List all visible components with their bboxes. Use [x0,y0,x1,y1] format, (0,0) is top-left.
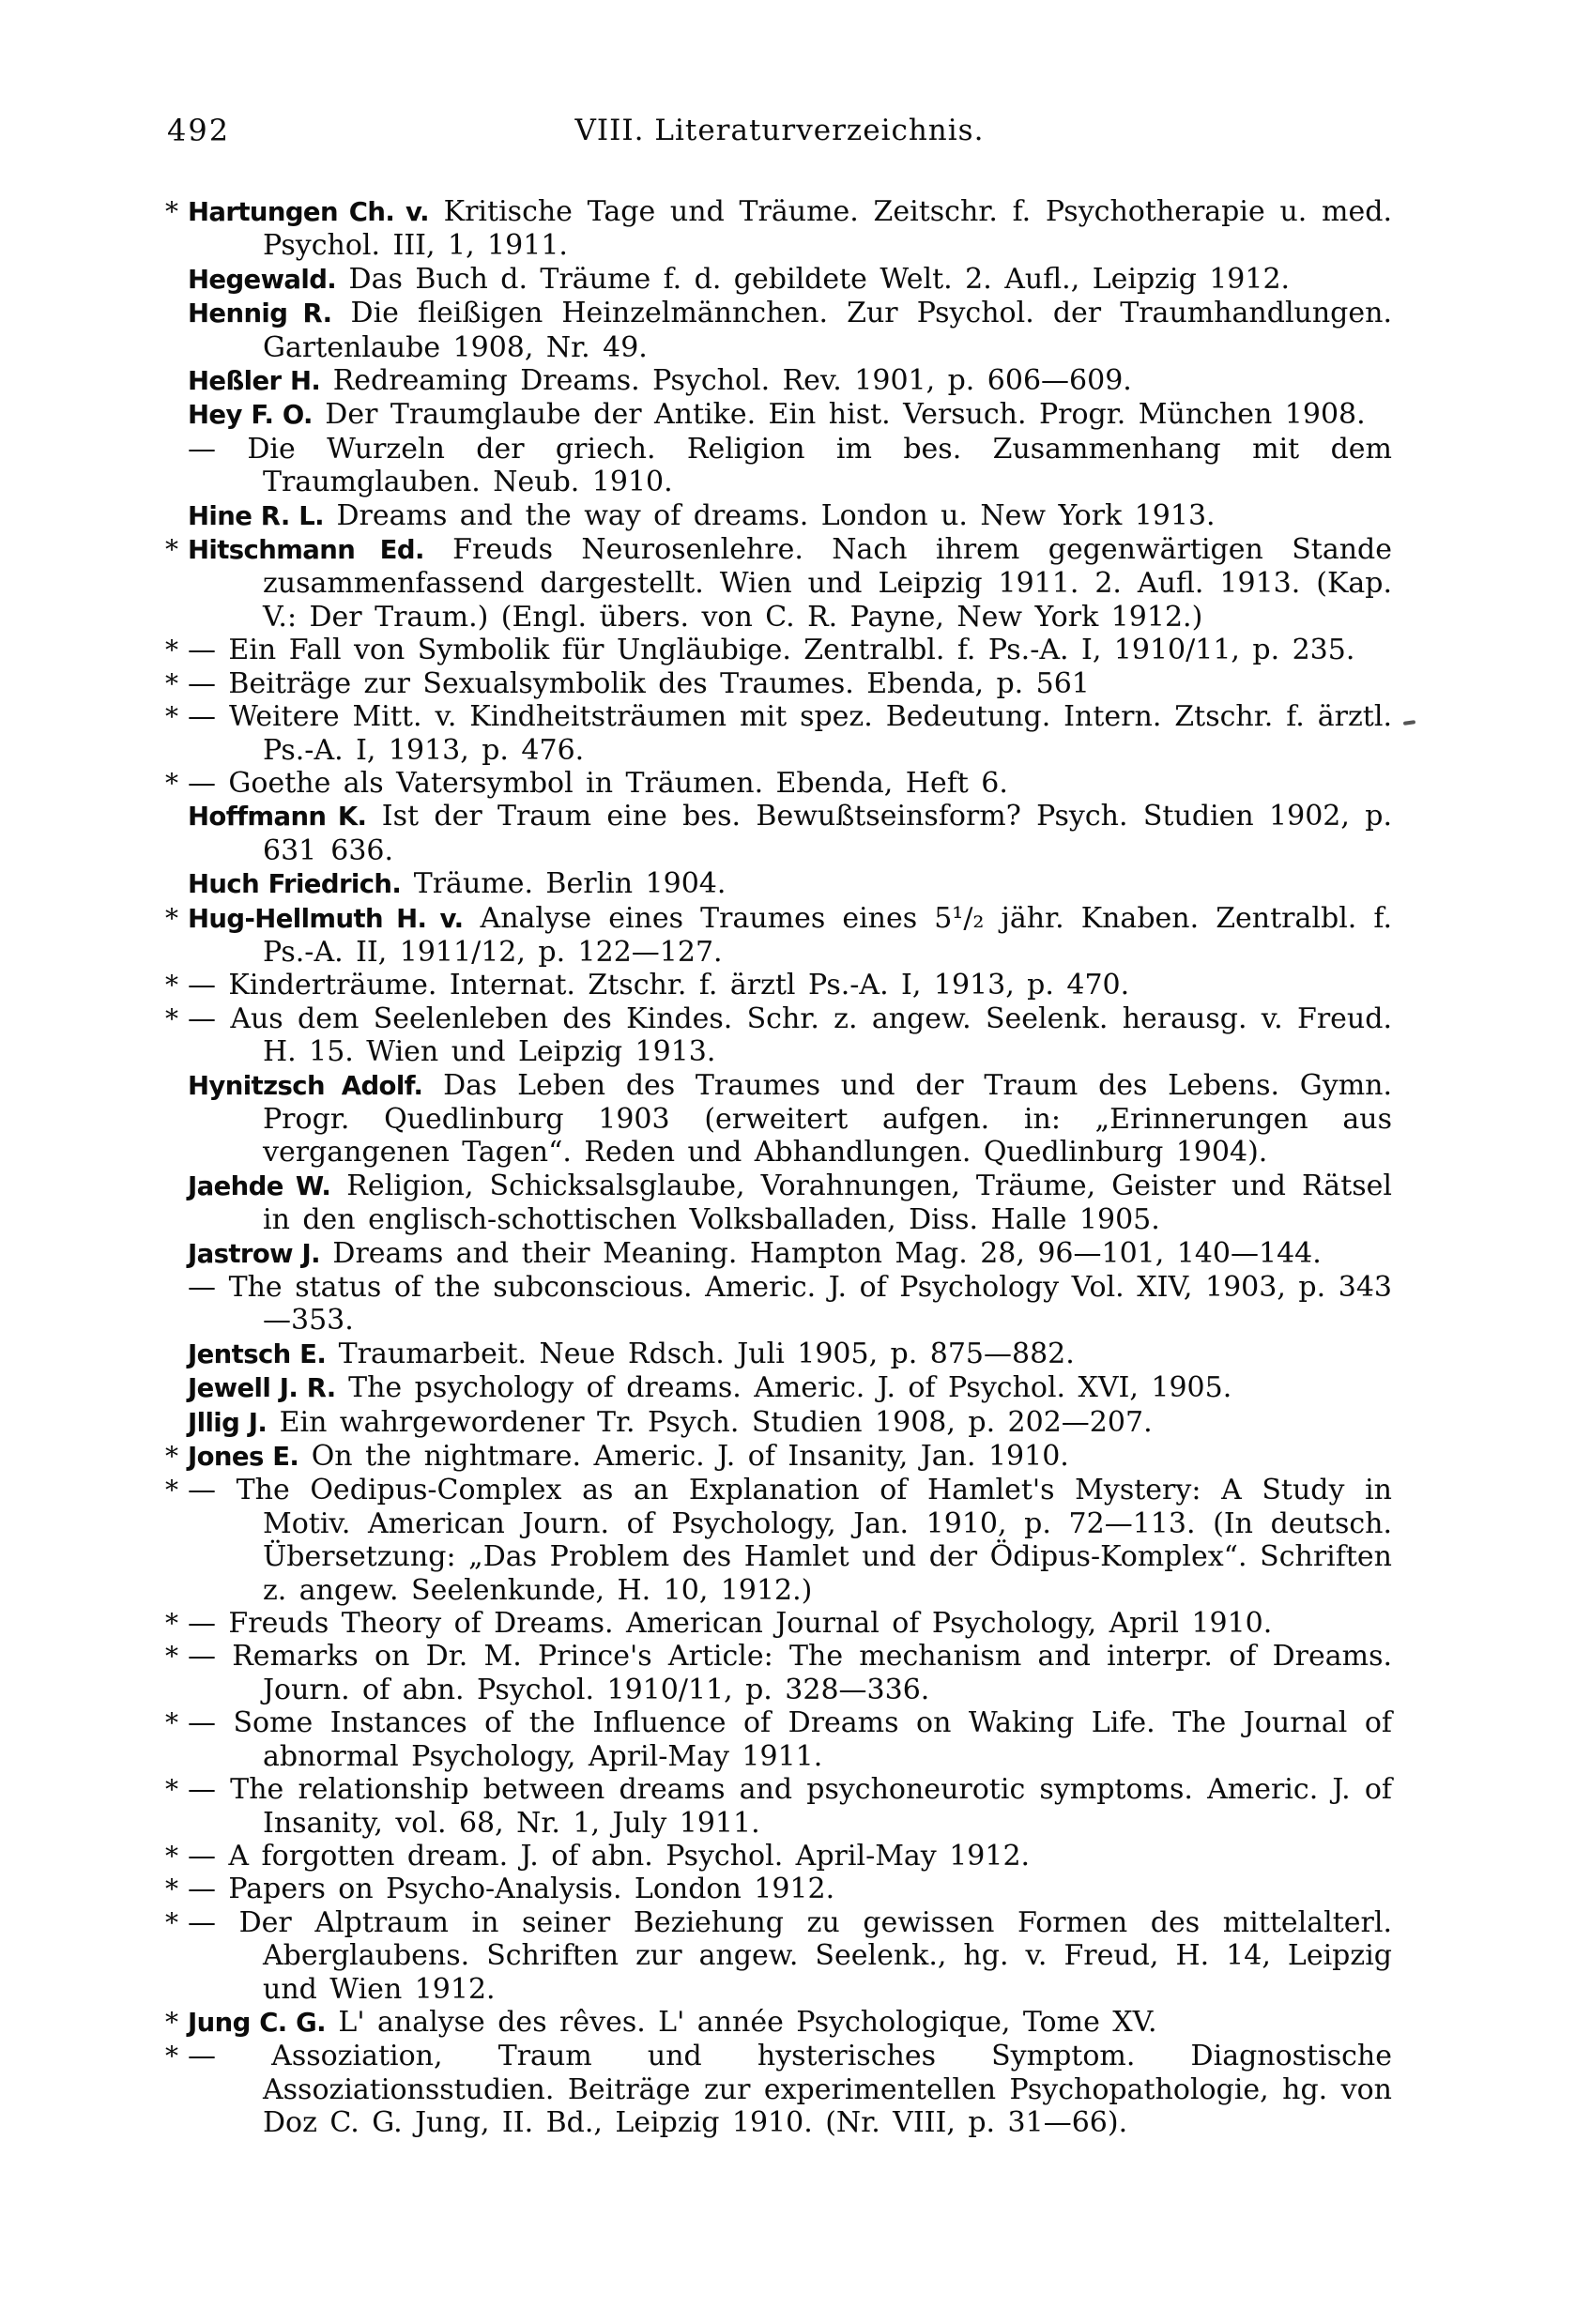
entry-text: Die Wurzeln der griech. Religion im bes. Zusammenhang mit dem Traumglauben. Neub. 1910. [216,432,1392,499]
entry-text: Weitere Mitt. v. Kindheitsträumen mit spez. Bedeutung. Intern. Ztschr. f. ärztl. Ps.-A. I, 1913, p. 476. [216,700,1392,767]
page-number: 492 [167,113,231,148]
entry-text: Religion, Schicksalsglaube, Vorahnungen, Träume, Geister und Rätsel in den englisch-schottischen Volksballaden, Diss. Halle 1905. [263,1169,1392,1237]
entry-star-marker: * [165,1906,178,1938]
entry-author: Hegewald. [188,264,337,295]
entry-text: Das Buch d. Träume f. d. gebildete Welt. 2. Aufl., Leipzig 1912. [336,262,1291,296]
entry-text: Papers on Psycho-Analysis. London 1912. [216,1873,835,1906]
bibliography-entry [188,800,1392,867]
entry-text: The Oedipus-Complex as an Explanation of Hamlet's Mystery: A Study in Motiv. American Journ. of Psychology, Jan. 1910, p. 72—113. (In deutsch. Übersetzung: „Das Problem des Hamlet und der Ödipus-Komplex“. Schriften z. angew. Seelenkunde, H. 10, 1912.) [216,1474,1392,1607]
entry-text: Beiträge zur Sexualsymbolik des Traumes. Ebenda, p. 561 [216,666,1090,700]
entry-repeat-dash: — [188,1873,216,1906]
bibliography-entry [188,433,1392,499]
entry-star-marker: * [165,667,178,699]
entry-text: A forgotten dream. J. of abn. Psychol. April-May 1912. [216,1839,1031,1873]
entry-repeat-dash: — [188,1839,216,1873]
entry-repeat-dash: — [188,2040,216,2073]
bibliography-entry [165,533,1392,634]
entry-author: Hoffmann K. [188,802,367,833]
entry-author: Hitschmann Ed. [188,535,424,566]
entry-author: Jllig J. [188,1407,268,1438]
entry-repeat-dash: — [188,766,216,800]
entry-author: Hug-Hellmuth H. v. [188,903,464,934]
entry-text: Der Alptraum in seiner Beziehung zu gewissen Formen des mittelalterl. Aberglaubens. Schriften zur angew. Seelenk., hg. v. Freud, H. 14, Leipzig und Wien 1912. [216,1905,1392,2006]
bibliography-entry [165,1640,1392,1706]
entry-star-marker: * [165,1002,178,1034]
bibliography-entry [188,1237,1392,1271]
entry-text: Ein Fall von Symbolik für Ungläubige. Zentralbl. f. Ps.-A. I, 1910/11, p. 235. [216,634,1355,667]
bibliography-entry [165,1474,1392,1607]
bibliography-entry [165,634,1392,667]
bibliography-entry [165,901,1392,970]
bibliography-entry [188,1271,1392,1338]
entry-text: Goethe als Vatersymbol in Träumen. Ebenda, Heft 6. [216,766,1008,800]
bibliography-entry [165,195,1392,263]
entry-text: Der Traumglaube der Antike. Ein hist. Versuch. Progr. München 1908. [312,398,1366,432]
entry-repeat-dash: — [188,1905,216,1939]
entry-text: Kinderträume. Internat. Ztschr. f. ärztl Ps.-A. I, 1913, p. 470. [216,969,1130,1002]
bibliography-entry [188,1338,1392,1371]
entry-repeat-dash: — [188,1773,216,1807]
bibliography-entry [165,666,1392,700]
entry-repeat-dash: — [188,1474,216,1507]
entry-star-marker: * [165,767,178,799]
bibliography-entry [165,1873,1392,1906]
entry-star-marker: * [165,970,178,1001]
entry-author: Huch Friedrich. [188,869,402,900]
bibliography-entry [165,2005,1392,2040]
entry-text: Traumarbeit. Neue Rdsch. Juli 1905, p. 875—882. [326,1337,1075,1370]
entry-author: Hine R. L. [188,500,325,531]
bibliography-entry [165,1773,1392,1840]
entry-text: Ist der Traum eine bes. Bewußtseinsform? Psych. Studien 1902, p. 631 636. [263,800,1393,867]
entry-repeat-dash: — [188,666,216,700]
entry-text: Freuds Theory of Dreams. American Journal of Psychology, April 1910. [216,1607,1273,1641]
entry-star-marker: * [165,2041,178,2072]
entry-star-marker: * [165,1840,178,1872]
entry-star-marker: * [165,701,178,733]
entry-author: Jewell J. R. [188,1373,336,1404]
bibliography-entry [188,398,1392,432]
bibliography-entry [188,263,1392,297]
entry-text: Some Instances of the Influence of Dreams on Waking Life. The Journal of abnormal Psychology, April-May 1911. [216,1706,1392,1773]
entry-text: Redreaming Dreams. Psychol. Rev. 1901, p. 606—609. [320,364,1132,398]
entry-text: Das Leben des Traumes und der Traum des Lebens. Gymn. Progr. Quedlinburg 1903 (erweitert aufgen. in: „Erinnerungen aus vergangenen Tagen“. Reden und Abhandlungen. Quedlinburg 1904). [263,1068,1392,1170]
entry-author: Jung C. G. [188,2007,326,2038]
entry-star-marker: * [165,534,178,566]
entry-text: Assoziation, Traum und hysterisches Symptom. Diagnostische Assoziationsstudien. Beiträge zur experimentellen Psychopathologie, hg. von Doz C. G. Jung, II. Bd., Leipzig 1910. (Nr. VIII, p. 31—66). [216,2040,1392,2140]
bibliography-entry [165,969,1392,1002]
entry-text: On the nightmare. Americ. J. of Insanity, Jan. 1910. [298,1440,1069,1474]
entry-repeat-dash: — [188,432,216,466]
scan-speckle [1403,720,1415,726]
bibliography-entry [165,1839,1392,1873]
entry-star-marker: * [165,1873,178,1905]
entry-text: Träume. Berlin 1904. [401,867,727,901]
entry-star-marker: * [165,635,178,666]
bibliography-entry [165,1607,1392,1641]
bibliography-entry [165,1440,1392,1474]
entry-author: Hennig R. [188,298,332,329]
entry-star-marker: * [165,1641,178,1673]
entry-text: Analyse eines Traumes eines 5¹/₂ jähr. Knaben. Zentralbl. f. Ps.-A. II, 1911/12, p. 122—127. [263,901,1392,969]
bibliography-entry [188,364,1392,398]
entry-repeat-dash: — [188,1706,216,1740]
entry-repeat-dash: — [188,1001,216,1035]
bibliography-entry [165,1706,1392,1773]
entry-text: Remarks on Dr. M. Prince's Article: The mechanism and interpr. of Dreams. Journ. of abn. Psychol. 1910/11, p. 328—336. [216,1640,1392,1706]
entry-text: L' analyse des rêves. L' année Psychologique, Tome XV. [325,2005,1157,2039]
entry-author: Hartungen Ch. v. [188,197,429,227]
entry-star-marker: * [165,902,178,934]
entry-author: Jaehde W. [188,1170,331,1201]
entry-author: Hey F. O. [188,400,313,431]
entry-repeat-dash: — [188,1640,216,1674]
bibliography-entry [188,499,1392,533]
page-header [167,113,1392,152]
bibliography-entry [165,2040,1392,2140]
entry-repeat-dash: — [188,700,216,734]
entry-text: Aus dem Seelenleben des Kindes. Schr. z. angew. Seelenk. herausg. v. Freud. H. 15. Wien und Leipzig 1913. [216,1001,1392,1069]
bibliography-entry [188,1170,1392,1237]
entry-author: Jones E. [188,1442,299,1473]
entry-text: The relationship between dreams and psychoneurotic symptoms. Americ. J. of Insanity, vol. 68, Nr. 1, July 1911. [216,1773,1392,1840]
entry-repeat-dash: — [188,1271,216,1304]
entry-text: Dreams and their Meaning. Hampton Mag. 28, 96—101, 140—144. [319,1236,1322,1270]
bibliography-entry [188,297,1392,364]
entry-text: Ein wahrgewordener Tr. Psych. Studien 1908, p. 202—207. [267,1405,1153,1439]
entry-star-marker: * [165,1475,178,1506]
entry-star-marker: * [165,196,178,227]
entry-text: The psychology of dreams. Americ. J. of Psychol. XVI, 1905. [335,1371,1232,1405]
entry-star-marker: * [165,1707,178,1739]
bibliography-list [165,195,1393,2140]
entry-author: Heßler H. [188,366,321,397]
entry-author: Hynitzsch Adolf. [188,1070,423,1101]
entry-text: Freuds Neurosenlehre. Nach ihrem gegenwärtigen Stande zusammenfassend dargestellt. Wien und Leipzig 1911. 2. Aufl. 1913. (Kap. V.: Der Traum.) (Engl. übers. von C. R. Payne, New York 1912.) [263,533,1392,634]
entry-repeat-dash: — [188,1607,216,1641]
page-title: VIII. Literaturverzeichnis. [574,114,985,147]
entry-text: Kritische Tage und Träume. Zeitschr. f. Psychotherapie u. med. Psychol. III, 1, 1911. [263,195,1392,263]
entry-text: Die fleißigen Heinzelmännchen. Zur Psychol. der Traumhandlungen. Gartenlaube 1908, Nr. 49. [263,297,1392,364]
entry-author: Jastrow J. [188,1238,320,1269]
entry-star-marker: * [165,1774,178,1806]
bibliography-entry [165,1001,1392,1069]
bibliography-entry [188,1371,1392,1405]
bibliography-entry [188,1406,1392,1440]
bibliography-entry [165,1905,1392,2006]
entry-star-marker: * [165,2006,178,2038]
entry-author: Jentsch E. [188,1338,327,1369]
bibliography-entry [165,766,1392,800]
entry-text: Dreams and the way of dreams. London u. New York 1913. [324,498,1216,532]
bibliography-entry [165,700,1392,767]
entry-repeat-dash: — [188,969,216,1002]
entry-star-marker: * [165,1441,178,1473]
bibliography-entry [188,1069,1392,1170]
bibliography-entry [188,867,1392,901]
entry-repeat-dash: — [188,634,216,667]
entry-text: The status of the subconscious. Americ. J. of Psychology Vol. XIV, 1903, p. 343—353. [216,1271,1392,1338]
entry-star-marker: * [165,1608,178,1640]
